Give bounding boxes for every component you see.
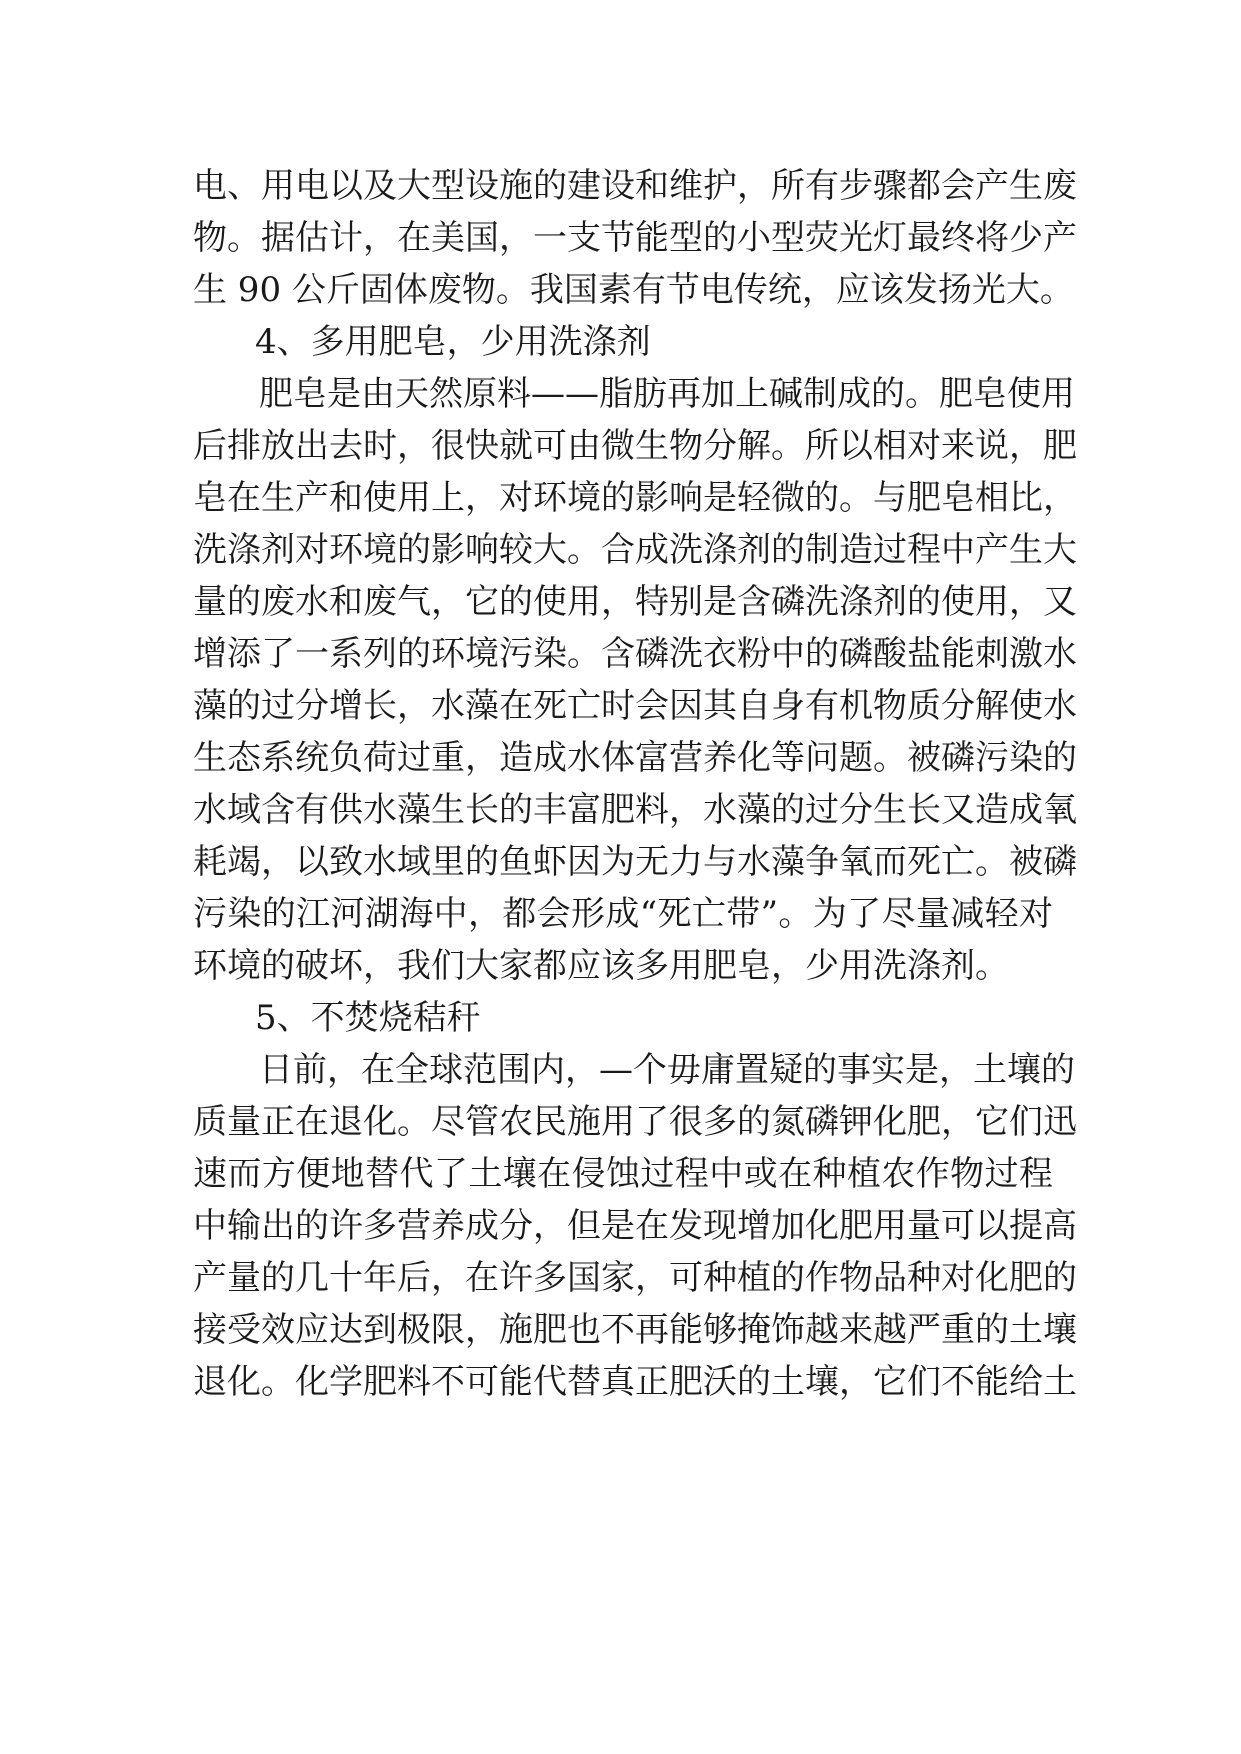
text-line: 洗涤剂对环境的影响较大。合成洗涤剂的制造过程中产生大 xyxy=(193,530,1077,570)
text-line: 后排放出去时，很快就可由微生物分解。所以相对来说，肥 xyxy=(193,426,1077,466)
text-line: 耗竭，以致水域里的鱼虾因为无力与水藻争氧而死亡。被磷 xyxy=(193,842,1077,882)
text-line: 退化。化学肥料不可能代替真正肥沃的土壤，它们不能给土 xyxy=(193,1362,1077,1402)
text-line: 物。据估计，在美国，一支节能型的小型荧光灯最终将少产 xyxy=(193,218,1077,258)
text-line: 中输出的许多营养成分，但是在发现增加化肥用量可以提高 xyxy=(193,1206,1077,1246)
text-line: 水域含有供水藻生长的丰富肥料，水藻的过分生长又造成氧 xyxy=(193,790,1077,830)
text-line: 质量正在退化。尽管农民施用了很多的氮磷钾化肥，它们迅 xyxy=(193,1102,1077,1142)
text-line: 环境的破坏，我们大家都应该多用肥皂，少用洗涤剂。 xyxy=(193,946,1009,986)
text-line: 产量的几十年后，在许多国家，可种植的作物品种对化肥的 xyxy=(193,1258,1077,1298)
text-line: 量的废水和废气，它的使用，特别是含磷洗涤剂的使用，又 xyxy=(193,582,1077,622)
section-heading-4: 4、多用肥皂，少用洗涤剂 xyxy=(255,322,651,362)
paragraph-first-line: 日前，在全球范围内，—个毋庸置疑的事实是，土壤的 xyxy=(259,1050,1075,1090)
section-heading-5: 5、不焚烧秸秆 xyxy=(255,998,481,1038)
text-line: 增添了一系列的环境污染。含磷洗衣粉中的磷酸盐能刺激水 xyxy=(193,634,1077,674)
paragraph-first-line: 肥皂是由天然原料——脂肪再加上碱制成的。肥皂使用 xyxy=(259,374,1075,414)
text-line: 生 90 公斤固体废物。我国素有节电传统，应该发扬光大。 xyxy=(193,270,1074,310)
text-line: 速而方便地替代了土壤在侵蚀过程中或在种植农作物过程 xyxy=(193,1154,1053,1194)
text-line: 藻的过分增长，水藻在死亡时会因其自身有机物质分解使水 xyxy=(193,686,1077,726)
text-line: 生态系统负荷过重，造成水体富营养化等问题。被磷污染的 xyxy=(193,738,1077,778)
document-body xyxy=(193,160,1077,1408)
text-line: 接受效应达到极限，施肥也不再能够掩饰越来越严重的土壤 xyxy=(193,1310,1077,1350)
text-line: 皂在生产和使用上，对环境的影响是轻微的。与肥皂相比， xyxy=(193,478,1077,518)
text-line: 电、用电以及大型设施的建设和维护，所有步骤都会产生废 xyxy=(193,166,1077,206)
text-line: 污染的江河湖海中，都会形成“死亡带”。为了尽量减轻对 xyxy=(193,894,1053,934)
